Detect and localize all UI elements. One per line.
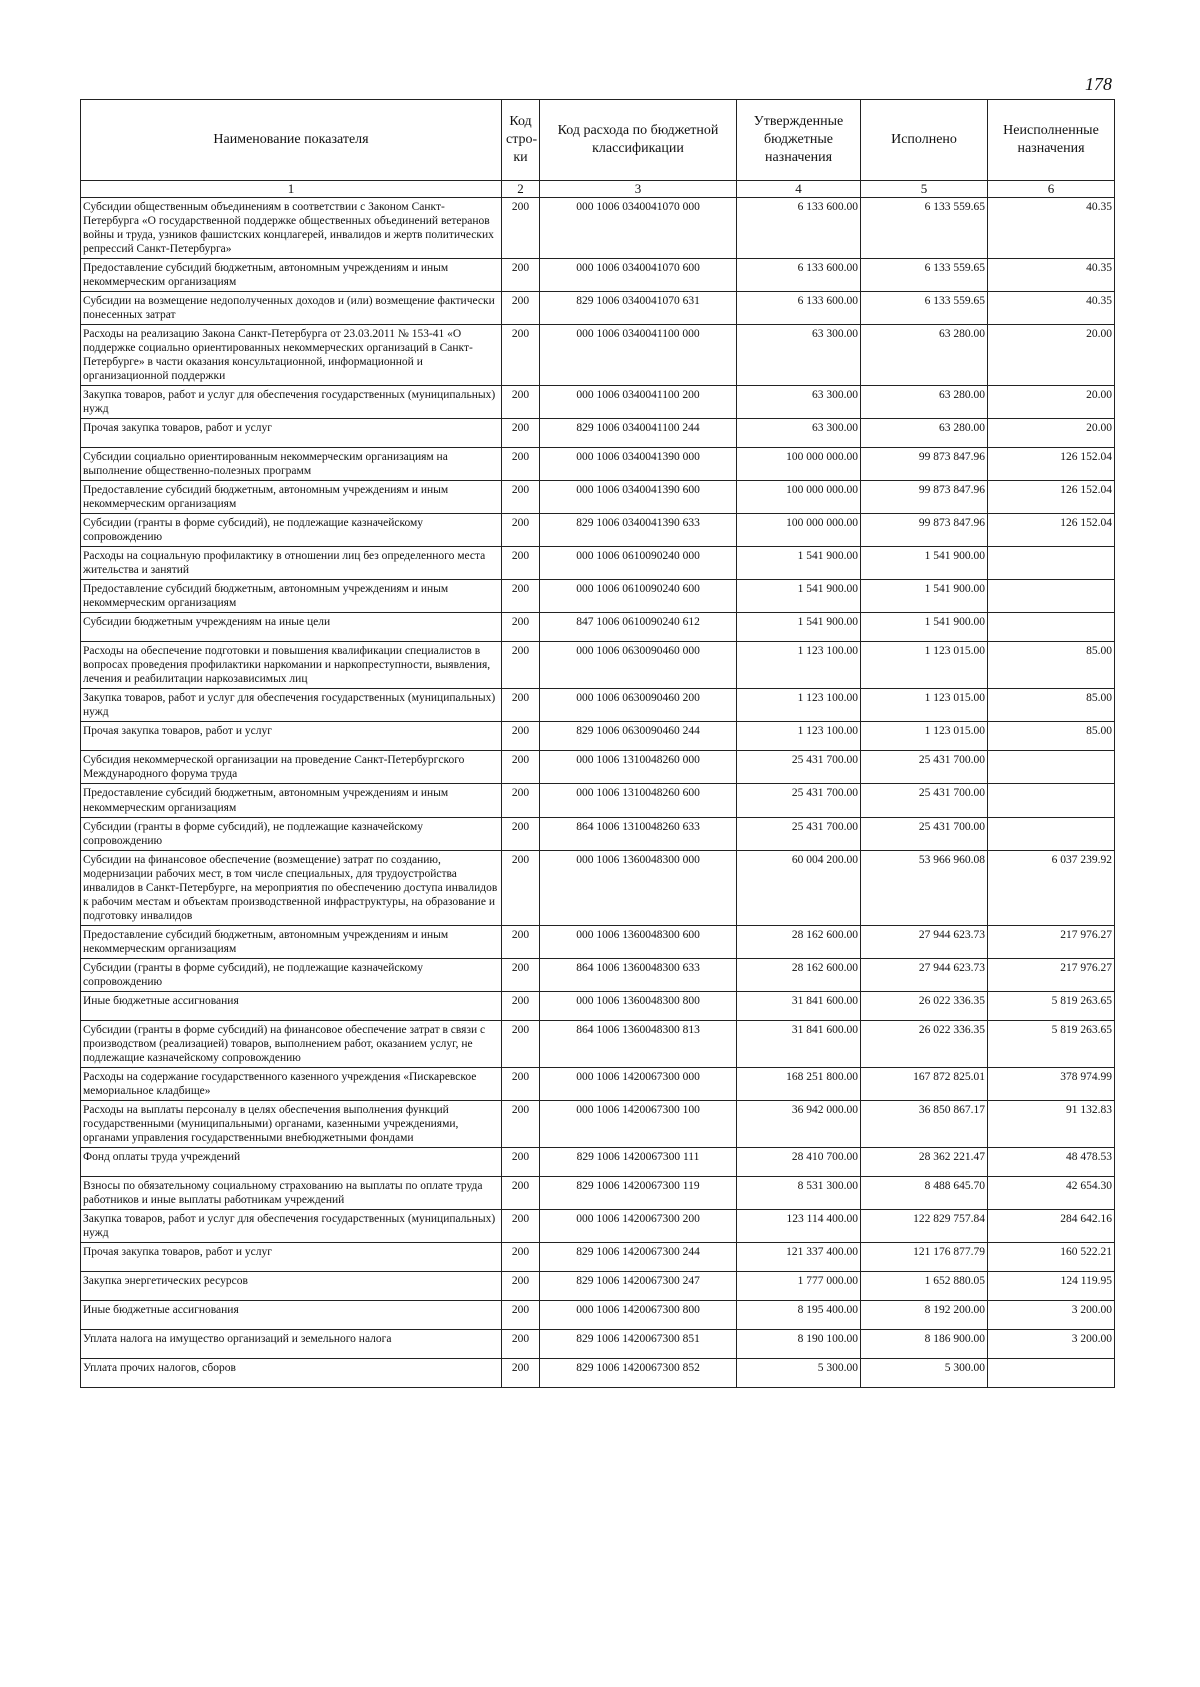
row-name: Прочая закупка товаров, работ и услуг <box>81 722 502 751</box>
header-executed: Исполнено <box>861 100 988 181</box>
row-executed: 36 850 867.17 <box>861 1100 988 1147</box>
row-unexecuted: 20.00 <box>988 325 1115 386</box>
row-line-code: 200 <box>502 481 540 514</box>
header-row <box>81 100 1115 181</box>
row-budget-code: 000 1006 0610090240 600 <box>540 580 737 613</box>
row-unexecuted: 160 522.21 <box>988 1242 1115 1271</box>
row-approved: 28 410 700.00 <box>737 1147 861 1176</box>
row-line-code: 200 <box>502 817 540 850</box>
row-budget-code: 000 1006 1310048260 600 <box>540 784 737 817</box>
table-row <box>81 580 1115 613</box>
row-line-code: 200 <box>502 1176 540 1209</box>
page-number: 178 <box>1085 74 1112 94</box>
table-row <box>81 817 1115 850</box>
row-unexecuted: 126 152.04 <box>988 481 1115 514</box>
row-budget-code: 000 1006 0340041070 000 <box>540 198 737 259</box>
table-row <box>81 1329 1115 1358</box>
row-unexecuted: 40.35 <box>988 292 1115 325</box>
table-row <box>81 1209 1115 1242</box>
row-line-code: 200 <box>502 991 540 1020</box>
row-budget-code: 829 1006 0340041070 631 <box>540 292 737 325</box>
row-executed: 63 280.00 <box>861 419 988 448</box>
row-executed: 63 280.00 <box>861 325 988 386</box>
table-row <box>81 1300 1115 1329</box>
row-name: Субсидии общественным объединениям в соответствии с Законом Санкт-Петербурга «О государственной поддержке общественных объединений ветеранов войны и труда, узников фашистских концлагерей, инвалидов и жертв политических репрессий Санкт-Петербурга» <box>81 198 502 259</box>
row-unexecuted: 5 819 263.65 <box>988 991 1115 1020</box>
column-number: 4 <box>737 181 861 198</box>
row-name: Субсидии социально ориентированным некоммерческим организациям на выполнение общественно-полезных программ <box>81 448 502 481</box>
row-name: Предоставление субсидий бюджетным, автономным учреждениям и иным некоммерческим организациям <box>81 784 502 817</box>
row-unexecuted: 20.00 <box>988 419 1115 448</box>
row-name: Расходы на выплаты персоналу в целях обеспечения выполнения функций государственными (муниципальными) органами, казенными учреждениями, органами управления государственными внебюджетными фондами <box>81 1100 502 1147</box>
table-row <box>81 386 1115 419</box>
table-row <box>81 991 1115 1020</box>
row-name: Субсидии (гранты в форме субсидий), не подлежащие казначейскому сопровождению <box>81 958 502 991</box>
row-name: Предоставление субсидий бюджетным, автономным учреждениям и иным некоммерческим организациям <box>81 925 502 958</box>
row-unexecuted: 85.00 <box>988 722 1115 751</box>
row-approved: 8 195 400.00 <box>737 1300 861 1329</box>
row-budget-code: 829 1006 0340041390 633 <box>540 514 737 547</box>
row-unexecuted: 5 819 263.65 <box>988 1020 1115 1067</box>
table-row <box>81 722 1115 751</box>
row-executed: 25 431 700.00 <box>861 817 988 850</box>
row-budget-code: 864 1006 1360048300 813 <box>540 1020 737 1067</box>
table-row <box>81 958 1115 991</box>
budget-execution-table <box>80 99 1115 1388</box>
row-executed: 1 541 900.00 <box>861 547 988 580</box>
row-name: Расходы на социальную профилактику в отношении лиц без определенного места жительства и занятий <box>81 547 502 580</box>
row-budget-code: 000 1006 1420067300 100 <box>540 1100 737 1147</box>
row-approved: 63 300.00 <box>737 386 861 419</box>
row-budget-code: 847 1006 0610090240 612 <box>540 613 737 642</box>
row-executed: 53 966 960.08 <box>861 850 988 925</box>
row-approved: 1 541 900.00 <box>737 547 861 580</box>
row-line-code: 200 <box>502 784 540 817</box>
column-number: 6 <box>988 181 1115 198</box>
row-name: Уплата налога на имущество организаций и земельного налога <box>81 1329 502 1358</box>
row-unexecuted: 85.00 <box>988 642 1115 689</box>
row-line-code: 200 <box>502 198 540 259</box>
row-budget-code: 000 1006 0630090460 200 <box>540 689 737 722</box>
row-executed: 1 123 015.00 <box>861 722 988 751</box>
row-unexecuted <box>988 784 1115 817</box>
row-unexecuted <box>988 1358 1115 1387</box>
table-row <box>81 514 1115 547</box>
row-line-code: 200 <box>502 1067 540 1100</box>
row-budget-code: 000 1006 0340041390 600 <box>540 481 737 514</box>
row-line-code: 200 <box>502 1271 540 1300</box>
row-budget-code: 000 1006 0340041100 000 <box>540 325 737 386</box>
table-row <box>81 925 1115 958</box>
table-row <box>81 419 1115 448</box>
row-approved: 1 123 100.00 <box>737 689 861 722</box>
table-row <box>81 642 1115 689</box>
row-approved: 1 777 000.00 <box>737 1271 861 1300</box>
row-name: Закупка товаров, работ и услуг для обеспечения государственных (муниципальных) нужд <box>81 689 502 722</box>
row-line-code: 200 <box>502 259 540 292</box>
row-approved: 31 841 600.00 <box>737 1020 861 1067</box>
row-executed: 26 022 336.35 <box>861 1020 988 1067</box>
row-unexecuted: 40.35 <box>988 198 1115 259</box>
row-budget-code: 829 1006 1420067300 111 <box>540 1147 737 1176</box>
row-executed: 63 280.00 <box>861 386 988 419</box>
row-line-code: 200 <box>502 448 540 481</box>
row-executed: 99 873 847.96 <box>861 448 988 481</box>
row-line-code: 200 <box>502 514 540 547</box>
row-approved: 121 337 400.00 <box>737 1242 861 1271</box>
row-name: Закупка товаров, работ и услуг для обеспечения государственных (муниципальных) нужд <box>81 1209 502 1242</box>
row-unexecuted <box>988 613 1115 642</box>
table-row <box>81 198 1115 259</box>
row-approved: 6 133 600.00 <box>737 198 861 259</box>
row-line-code: 200 <box>502 386 540 419</box>
row-approved: 1 541 900.00 <box>737 613 861 642</box>
row-unexecuted <box>988 547 1115 580</box>
row-unexecuted: 126 152.04 <box>988 448 1115 481</box>
row-budget-code: 000 1006 0630090460 000 <box>540 642 737 689</box>
header-line-code: Код стро- ки <box>502 100 540 181</box>
row-executed: 6 133 559.65 <box>861 259 988 292</box>
row-line-code: 200 <box>502 613 540 642</box>
row-line-code: 200 <box>502 958 540 991</box>
row-name: Расходы на реализацию Закона Санкт-Петербурга от 23.03.2011 № 153-41 «О поддержке социально ориентированных некоммерческих организаций в Санкт-Петербурге» в части оказания консультационной, информационной и организационной поддержки <box>81 325 502 386</box>
row-line-code: 200 <box>502 1358 540 1387</box>
row-budget-code: 000 1006 1360048300 600 <box>540 925 737 958</box>
row-executed: 1 541 900.00 <box>861 580 988 613</box>
row-unexecuted: 126 152.04 <box>988 514 1115 547</box>
table-row <box>81 325 1115 386</box>
row-line-code: 200 <box>502 580 540 613</box>
row-unexecuted: 6 037 239.92 <box>988 850 1115 925</box>
row-approved: 28 162 600.00 <box>737 958 861 991</box>
row-executed: 27 944 623.73 <box>861 958 988 991</box>
table-row <box>81 292 1115 325</box>
row-line-code: 200 <box>502 751 540 784</box>
row-approved: 100 000 000.00 <box>737 448 861 481</box>
row-name: Субсидии на возмещение недополученных доходов и (или) возмещение фактически понесенных затрат <box>81 292 502 325</box>
row-executed: 27 944 623.73 <box>861 925 988 958</box>
row-line-code: 200 <box>502 547 540 580</box>
row-approved: 63 300.00 <box>737 325 861 386</box>
row-line-code: 200 <box>502 1300 540 1329</box>
row-budget-code: 000 1006 1310048260 000 <box>540 751 737 784</box>
row-approved: 100 000 000.00 <box>737 481 861 514</box>
row-executed: 99 873 847.96 <box>861 481 988 514</box>
table-row <box>81 1271 1115 1300</box>
table-row <box>81 784 1115 817</box>
row-approved: 8 190 100.00 <box>737 1329 861 1358</box>
row-name: Субсидия некоммерческой организации на проведение Санкт-Петербургского Международного форума труда <box>81 751 502 784</box>
row-line-code: 200 <box>502 850 540 925</box>
row-budget-code: 829 1006 1420067300 851 <box>540 1329 737 1358</box>
row-budget-code: 829 1006 0630090460 244 <box>540 722 737 751</box>
table-row <box>81 751 1115 784</box>
row-name: Субсидии (гранты в форме субсидий), не подлежащие казначейскому сопровождению <box>81 514 502 547</box>
column-number-row <box>81 181 1115 198</box>
row-approved: 123 114 400.00 <box>737 1209 861 1242</box>
row-unexecuted: 124 119.95 <box>988 1271 1115 1300</box>
row-executed: 26 022 336.35 <box>861 991 988 1020</box>
row-unexecuted <box>988 817 1115 850</box>
row-executed: 122 829 757.84 <box>861 1209 988 1242</box>
row-name: Взносы по обязательному социальному страхованию на выплаты по оплате труда работников и иные выплаты работникам учреждений <box>81 1176 502 1209</box>
row-executed: 5 300.00 <box>861 1358 988 1387</box>
row-executed: 28 362 221.47 <box>861 1147 988 1176</box>
row-line-code: 200 <box>502 1209 540 1242</box>
row-approved: 1 123 100.00 <box>737 642 861 689</box>
row-budget-code: 864 1006 1310048260 633 <box>540 817 737 850</box>
table-row <box>81 1020 1115 1067</box>
row-unexecuted: 20.00 <box>988 386 1115 419</box>
row-line-code: 200 <box>502 325 540 386</box>
row-approved: 25 431 700.00 <box>737 784 861 817</box>
row-name: Фонд оплаты труда учреждений <box>81 1147 502 1176</box>
table-row <box>81 613 1115 642</box>
row-budget-code: 829 1006 1420067300 119 <box>540 1176 737 1209</box>
table-row <box>81 259 1115 292</box>
row-name: Расходы на содержание государственного казенного учреждения «Пискаревское мемориальное кладбище» <box>81 1067 502 1100</box>
row-approved: 6 133 600.00 <box>737 259 861 292</box>
table-row <box>81 547 1115 580</box>
table-row <box>81 850 1115 925</box>
row-approved: 6 133 600.00 <box>737 292 861 325</box>
header-budget-code: Код расхода по бюджетной классификации <box>540 100 737 181</box>
column-number: 1 <box>81 181 502 198</box>
row-name: Расходы на обеспечение подготовки и повышения квалификации специалистов в вопросах проведения профилактики наркомании и наркопреступности, выявления, лечения и реабилитации наркозависимых лиц <box>81 642 502 689</box>
row-approved: 100 000 000.00 <box>737 514 861 547</box>
row-budget-code: 000 1006 1360048300 000 <box>540 850 737 925</box>
row-unexecuted: 217 976.27 <box>988 958 1115 991</box>
row-unexecuted: 85.00 <box>988 689 1115 722</box>
column-number: 5 <box>861 181 988 198</box>
row-budget-code: 000 1006 1420067300 800 <box>540 1300 737 1329</box>
table-row <box>81 448 1115 481</box>
row-line-code: 200 <box>502 292 540 325</box>
row-approved: 25 431 700.00 <box>737 817 861 850</box>
row-unexecuted: 40.35 <box>988 259 1115 292</box>
row-unexecuted <box>988 580 1115 613</box>
row-unexecuted: 284 642.16 <box>988 1209 1115 1242</box>
row-unexecuted: 91 132.83 <box>988 1100 1115 1147</box>
row-budget-code: 829 1006 0340041100 244 <box>540 419 737 448</box>
header-indicator-name: Наименование показателя <box>81 100 502 181</box>
row-name: Иные бюджетные ассигнования <box>81 1300 502 1329</box>
row-approved: 36 942 000.00 <box>737 1100 861 1147</box>
row-unexecuted: 48 478.53 <box>988 1147 1115 1176</box>
row-approved: 1 541 900.00 <box>737 580 861 613</box>
row-name: Предоставление субсидий бюджетным, автономным учреждениям и иным некоммерческим организациям <box>81 580 502 613</box>
row-name: Закупка энергетических ресурсов <box>81 1271 502 1300</box>
row-line-code: 200 <box>502 1329 540 1358</box>
row-executed: 99 873 847.96 <box>861 514 988 547</box>
row-executed: 1 123 015.00 <box>861 642 988 689</box>
row-line-code: 200 <box>502 642 540 689</box>
row-unexecuted: 3 200.00 <box>988 1300 1115 1329</box>
row-approved: 1 123 100.00 <box>737 722 861 751</box>
row-line-code: 200 <box>502 722 540 751</box>
row-budget-code: 000 1006 0340041100 200 <box>540 386 737 419</box>
row-executed: 8 186 900.00 <box>861 1329 988 1358</box>
row-unexecuted: 378 974.99 <box>988 1067 1115 1100</box>
table-row <box>81 1242 1115 1271</box>
row-budget-code: 000 1006 1360048300 800 <box>540 991 737 1020</box>
table-row <box>81 1358 1115 1387</box>
row-unexecuted: 217 976.27 <box>988 925 1115 958</box>
row-executed: 8 488 645.70 <box>861 1176 988 1209</box>
row-line-code: 200 <box>502 419 540 448</box>
row-executed: 25 431 700.00 <box>861 751 988 784</box>
row-approved: 8 531 300.00 <box>737 1176 861 1209</box>
row-budget-code: 829 1006 1420067300 244 <box>540 1242 737 1271</box>
row-name: Уплата прочих налогов, сборов <box>81 1358 502 1387</box>
table-body <box>81 198 1115 1388</box>
header-unexecuted: Неисполненные назначения <box>988 100 1115 181</box>
row-name: Субсидии бюджетным учреждениям на иные цели <box>81 613 502 642</box>
row-approved: 31 841 600.00 <box>737 991 861 1020</box>
table-row <box>81 481 1115 514</box>
row-name: Субсидии (гранты в форме субсидий) на финансовое обеспечение затрат в связи с производством (реализацией) товаров, выполнением работ, оказанием услуг, не подлежащие казначейскому сопровождению <box>81 1020 502 1067</box>
row-budget-code: 000 1006 1420067300 000 <box>540 1067 737 1100</box>
row-line-code: 200 <box>502 1100 540 1147</box>
row-budget-code: 829 1006 1420067300 247 <box>540 1271 737 1300</box>
row-approved: 5 300.00 <box>737 1358 861 1387</box>
row-unexecuted <box>988 751 1115 784</box>
row-line-code: 200 <box>502 925 540 958</box>
row-executed: 167 872 825.01 <box>861 1067 988 1100</box>
row-name: Прочая закупка товаров, работ и услуг <box>81 1242 502 1271</box>
row-executed: 1 652 880.05 <box>861 1271 988 1300</box>
row-executed: 8 192 200.00 <box>861 1300 988 1329</box>
row-budget-code: 000 1006 1420067300 200 <box>540 1209 737 1242</box>
row-name: Субсидии (гранты в форме субсидий), не подлежащие казначейскому сопровождению <box>81 817 502 850</box>
row-unexecuted: 3 200.00 <box>988 1329 1115 1358</box>
table-row <box>81 1176 1115 1209</box>
table-row <box>81 689 1115 722</box>
row-name: Иные бюджетные ассигнования <box>81 991 502 1020</box>
row-budget-code: 000 1006 0340041070 600 <box>540 259 737 292</box>
row-executed: 121 176 877.79 <box>861 1242 988 1271</box>
row-executed: 1 541 900.00 <box>861 613 988 642</box>
row-name: Предоставление субсидий бюджетным, автономным учреждениям и иным некоммерческим организациям <box>81 259 502 292</box>
row-name: Субсидии на финансовое обеспечение (возмещение) затрат по созданию, модернизации рабочих мест, в том числе специальных, для трудоустройства инвалидов в Санкт-Петербурге, на мероприятия по обеспечению доступа инвалидов к рабочим местам и объектам производственной инфраструктуры, на образование и подготовку инвалидов <box>81 850 502 925</box>
row-approved: 25 431 700.00 <box>737 751 861 784</box>
row-line-code: 200 <box>502 1147 540 1176</box>
row-name: Закупка товаров, работ и услуг для обеспечения государственных (муниципальных) нужд <box>81 386 502 419</box>
row-approved: 168 251 800.00 <box>737 1067 861 1100</box>
column-number: 3 <box>540 181 737 198</box>
table-row <box>81 1100 1115 1147</box>
row-line-code: 200 <box>502 1020 540 1067</box>
row-budget-code: 000 1006 0610090240 000 <box>540 547 737 580</box>
row-approved: 28 162 600.00 <box>737 925 861 958</box>
row-budget-code: 829 1006 1420067300 852 <box>540 1358 737 1387</box>
row-executed: 6 133 559.65 <box>861 198 988 259</box>
row-executed: 6 133 559.65 <box>861 292 988 325</box>
header-approved: Утвержденные бюджетные назначения <box>737 100 861 181</box>
row-approved: 63 300.00 <box>737 419 861 448</box>
row-approved: 60 004 200.00 <box>737 850 861 925</box>
row-unexecuted: 42 654.30 <box>988 1176 1115 1209</box>
row-executed: 1 123 015.00 <box>861 689 988 722</box>
row-line-code: 200 <box>502 689 540 722</box>
row-name: Прочая закупка товаров, работ и услуг <box>81 419 502 448</box>
row-budget-code: 000 1006 0340041390 000 <box>540 448 737 481</box>
table-row <box>81 1067 1115 1100</box>
table-row <box>81 1147 1115 1176</box>
row-line-code: 200 <box>502 1242 540 1271</box>
column-number: 2 <box>502 181 540 198</box>
row-executed: 25 431 700.00 <box>861 784 988 817</box>
row-name: Предоставление субсидий бюджетным, автономным учреждениям и иным некоммерческим организациям <box>81 481 502 514</box>
row-budget-code: 864 1006 1360048300 633 <box>540 958 737 991</box>
